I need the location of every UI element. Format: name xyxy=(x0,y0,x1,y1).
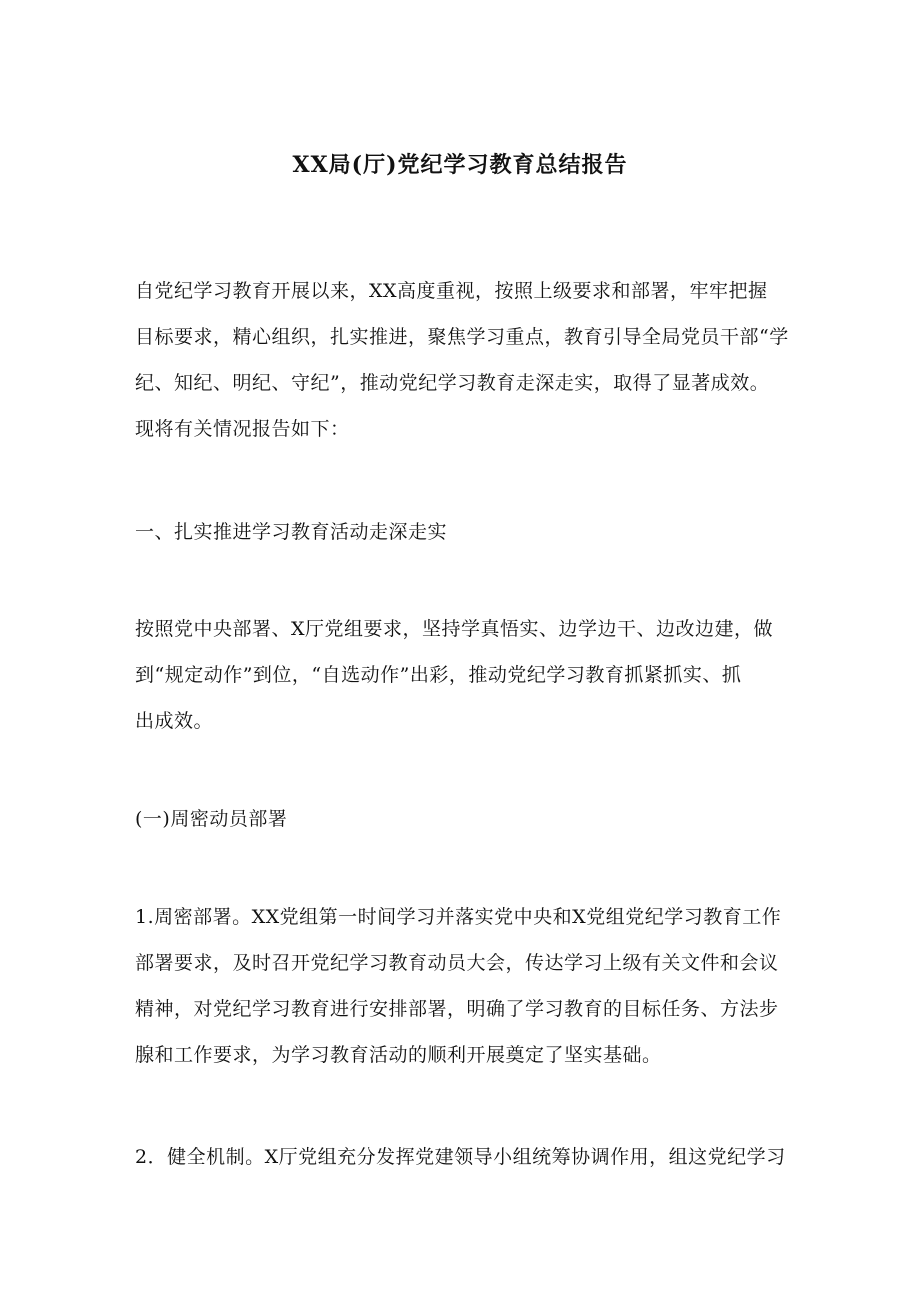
intro-line-3: 纪、知纪、明纪、守纪”，推动党纪学习教育走深走实，取得了显著成效。 xyxy=(135,372,770,394)
subsection-1-heading: (一)周密动员部署 xyxy=(135,808,288,830)
section-1-para-line-3: 出成效。 xyxy=(135,710,214,732)
intro-line-1: 自党纪学习教育开展以来，XX高度重视，按照上级要求和部署，牢牢把握 xyxy=(135,280,768,302)
item-1-line-3: 精神，对党纪学习教育进行安排部署，明确了学习教育的目标任务、方法步 xyxy=(135,998,779,1020)
section-1-heading: 一、扎实推进学习教育活动走深走实 xyxy=(135,521,448,543)
intro-line-2: 目标要求，精心组织，扎实推进，聚焦学习重点，教育引导全局党员干部“学 xyxy=(135,326,789,348)
item-1-line-1: 1.周密部署。XX党组第一时间学习并落实党中央和X党组党纪学习教育工作 xyxy=(135,906,782,928)
section-1-para-line-1: 按照党中央部署、X厅党组要求，坚持学真悟实、边学边干、边改边建，做 xyxy=(135,618,774,640)
section-1-para-line-2: 到“规定动作”到位，“自选动作”出彩，推动党纪学习教育抓紧抓实、抓 xyxy=(135,664,742,686)
item-1-line-4: 腺和工作要求，为学习教育活动的顺利开展奠定了坚实基础。 xyxy=(135,1044,662,1066)
item-1-line-2: 部署要求，及时召开党纪学习教育动员大会，传达学习上级有关文件和会议 xyxy=(135,952,779,974)
page-title: XX局(厅)党纪学习教育总结报告 xyxy=(292,152,628,178)
intro-line-4: 现将有关情况报告如下： xyxy=(135,418,350,440)
item-2-line-1: 2．健全机制。X厅党组充分发挥党建领导小组统筹协调作用，组这党纪学习 xyxy=(135,1146,786,1168)
